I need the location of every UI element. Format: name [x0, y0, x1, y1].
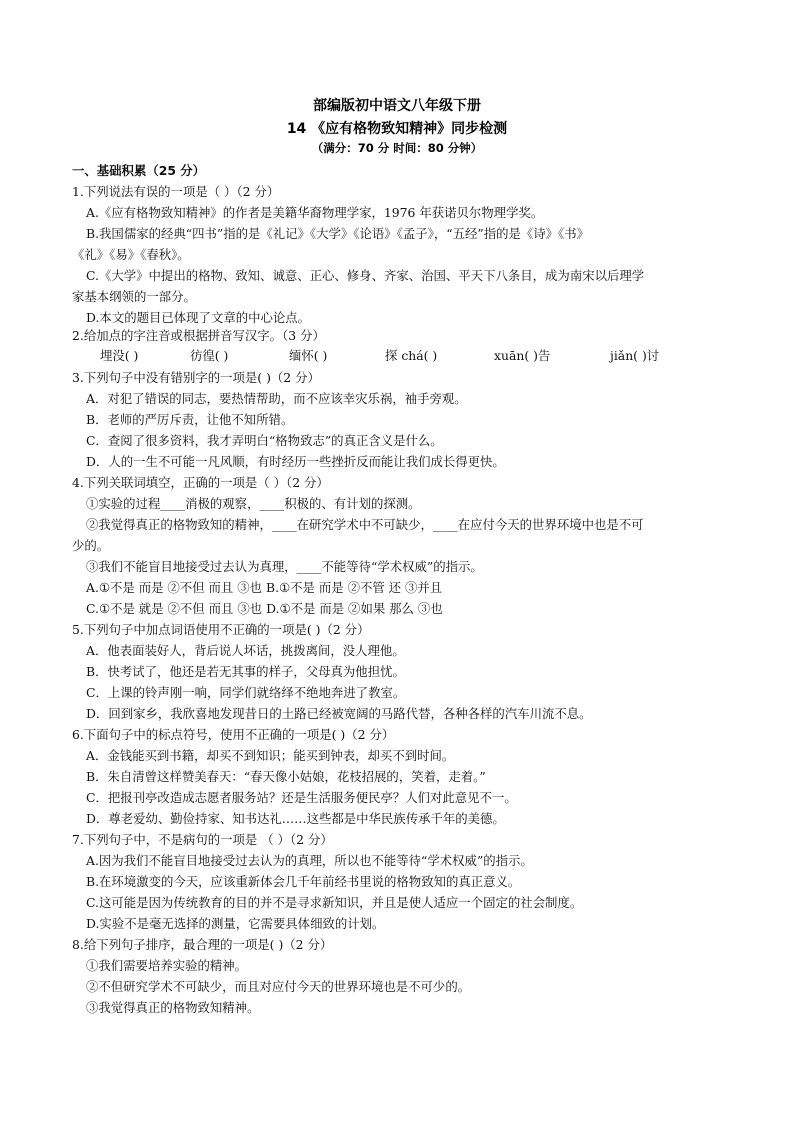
- option-d: D.本文的题目已体现了文章的中心论点。: [86, 310, 311, 325]
- option-c: C.这可能是因为传统教育的目的并不是寻求新知识，并且是使人适应一个固定的社会制度。: [86, 895, 583, 910]
- question-stem: 5.下列句子中加点词语使用不正确的一项是( )（2 分）: [72, 622, 370, 637]
- question-stem: 3.下列句子中没有错别字的一项是( )（2 分）: [72, 370, 320, 385]
- pinyin-item: jiǎn( )讨: [610, 348, 660, 363]
- option-a: A.因为我们不能盲目地接受过去认为的真理，所以也不能等待“学术权威”的指示。: [86, 853, 533, 868]
- order-sentence: ②不但研究学术不可缺少，而且对应付今天的世界环境也是不可少的。: [86, 979, 471, 994]
- option-a: A．他表面装好人，背后说人坏话，挑拨离间，没人理他。: [86, 643, 405, 658]
- option-c-cont: 家基本纲领的一部分。: [72, 289, 196, 304]
- question-stem: 6.下面句子中的标点符号，使用不正确的一项是( )（2 分）: [72, 727, 395, 742]
- fill-sentence: ①实验的过程____消极的观察，____积极的、有计划的探测。: [86, 496, 421, 511]
- option-d: D.实验不是毫无选择的测量，它需要具体细致的计划。: [86, 916, 385, 931]
- question-stem: 7.下列句子中，不是病句的一项是 （ ）（2 分）: [72, 832, 333, 847]
- option-b: B.我国儒家的经典“四书”指的是《礼记》《大学》《论语》《孟子》，“五经”指的是《诗》《书》: [86, 226, 590, 241]
- pinyin-item: xuān( )告: [494, 348, 551, 363]
- pinyin-item: 埋没( ): [100, 348, 139, 363]
- option-a: A．对犯了错误的同志，要热情帮助，而不应该幸灾乐祸，袖手旁观。: [86, 391, 467, 406]
- option-d: D．回到家乡，我欣喜地发现昔日的土路已经被宽阔的马路代替，各种各样的汽车川流不息。: [86, 706, 592, 721]
- option-b: B．老师的严厉斥责，让他不知所错。: [86, 412, 294, 427]
- question-stem: 8.给下列句子排序，最合理的一项是( )（2 分）: [72, 937, 333, 952]
- fill-sentence: ③我们不能盲目地接受过去认为真理，____不能等待“学术权威”的指示。: [86, 559, 483, 574]
- option-b-cont: 《礼》《易》《春秋》。: [72, 247, 190, 262]
- question-stem: 1.下列说法有误的一项是（ ）（2 分）: [72, 184, 280, 199]
- pinyin-item: 探 chá( ): [385, 348, 438, 363]
- option-c: C．把报刊亭改造成志愿者服务站？还是生活服务便民亭？人们对此意见不一。: [86, 790, 517, 805]
- option-c: C．上课的铃声刚一响，同学们就络绎不绝地奔进了教室。: [86, 685, 406, 700]
- score-time-meta: （满分：70 分 时间：80 分钟）: [311, 141, 483, 155]
- question-stem: 4.下列关联词填空，正确的一项是（ ）（2 分）: [72, 475, 329, 490]
- option-c: C．查阅了很多资料，我才弄明白“格物致志”的真正含义是什么。: [86, 433, 443, 448]
- option-a: A．金钱能买到书籍，却买不到知识；能买到钟表，却买不到时间。: [86, 748, 455, 763]
- option-d: D．人的一生不可能一凡风顺，有时经历一些挫折反而能让我们成长得更快。: [86, 454, 505, 469]
- pinyin-item: 缅怀( ): [289, 348, 328, 363]
- option-c: C.《大学》中提出的格物、致知、诚意、正心、修身、齐家、治国、平天下八条目，成为南宋以后理学: [86, 268, 645, 283]
- fill-sentence: ②我觉得真正的格物致知的精神，____在研究学术中不可缺少，____在应付今天的世界环境中也是不可: [86, 517, 644, 532]
- document-title: 部编版初中语文八年级下册: [313, 98, 481, 114]
- pinyin-item: 彷徨( ): [190, 348, 229, 363]
- options-cd: C.①不是 就是 ②不但 而且 ③也 D.①不是 而是 ②如果 那么 ③也: [86, 601, 443, 616]
- section-heading: 一、基础积累（25 分）: [72, 163, 206, 178]
- lesson-title: 14 《应有格物致知精神》同步检测: [286, 121, 508, 137]
- option-b: B．快考试了，他还是若无其事的样子，父母真为他担忧。: [86, 664, 405, 679]
- option-b: B．朱自清曾这样赞美春天：“春天像小姑娘，花枝招展的，笑着，走着。”: [86, 769, 486, 784]
- order-sentence: ③我觉得真正的格物致知精神。: [86, 1000, 260, 1015]
- fill-sentence-cont: 少的。: [72, 538, 110, 553]
- options-ab: A.①不是 而是 ②不但 而且 ③也 B.①不是 而是 ②不管 还 ③并且: [86, 580, 443, 595]
- question-stem: 2.给加点的字注音或根据拼音写汉字。（3 分）: [72, 328, 325, 343]
- option-b: B.在环境激变的今天，应该重新体会几千年前经书里说的格物致知的真正意义。: [86, 874, 521, 889]
- order-sentence: ①我们需要培养实验的精神。: [86, 958, 248, 973]
- option-a: A.《应有格物致知精神》的作者是美籍华裔物理学家，1976 年获诺贝尔物理学奖。: [86, 205, 544, 220]
- option-d: D．尊老爱幼、勤俭持家、知书达礼……这些都是中华民族传承千年的美德。: [86, 811, 505, 826]
